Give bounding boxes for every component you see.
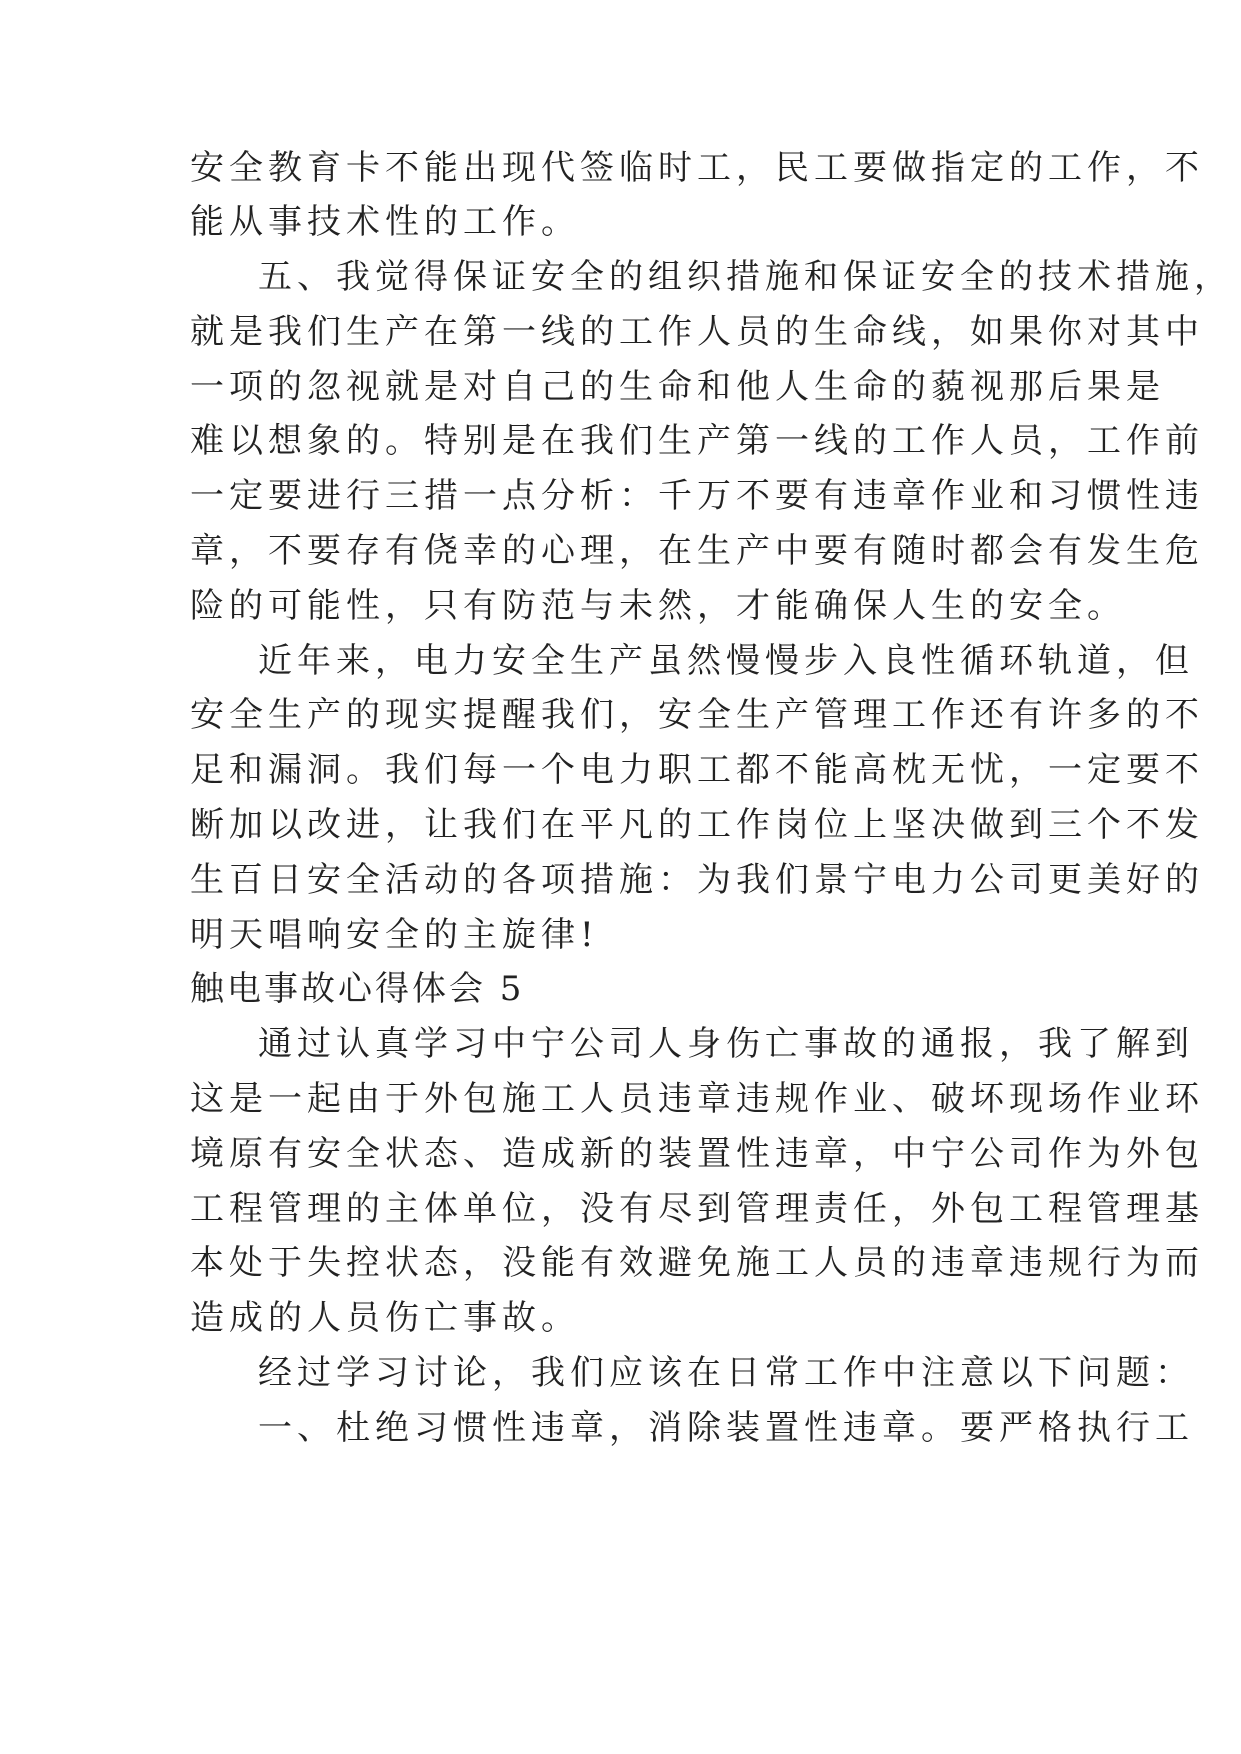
paragraph-first-line: 经过学习讨论，我们应该在日常工作中注意以下问题： (258, 1353, 1194, 1393)
paragraph-line: 工程管理的主体单位，没有尽到管理责任，外包工程管理基 (190, 1189, 1204, 1229)
paragraph-first-line: 通过认真学习中宁公司人身伤亡事故的通报，我了解到 (258, 1024, 1194, 1064)
paragraph-line: 能从事技术性的工作。 (190, 202, 580, 242)
paragraph-first-line: 一、杜绝习惯性违章，消除装置性违章。要严格执行工 (258, 1408, 1194, 1448)
paragraph-first-line: 五、我觉得保证安全的组织措施和保证安全的技术措施， (258, 257, 1233, 297)
paragraph-line: 这是一起由于外包施工人员违章违规作业、破坏现场作业环 (190, 1079, 1204, 1119)
paragraph-line: 足和漏洞。我们每一个电力职工都不能高枕无忧，一定要不 (190, 750, 1204, 790)
paragraph-line: 断加以改进，让我们在平凡的工作岗位上坚决做到三个不发 (190, 805, 1204, 845)
paragraph-line: 本处于失控状态，没能有效避免施工人员的违章违规行为而 (190, 1243, 1204, 1283)
paragraph-line: 生百日安全活动的各项措施：为我们景宁电力公司更美好的 (190, 860, 1204, 900)
paragraph-line: 就是我们生产在第一线的工作人员的生命线，如果你对其中 (190, 312, 1204, 352)
paragraph-line: 一项的忽视就是对自己的生命和他人生命的藐视那后果是 (190, 367, 1165, 407)
paragraph-line: 难以想象的。特别是在我们生产第一线的工作人员，工作前 (190, 421, 1204, 461)
paragraph-line: 险的可能性，只有防范与未然，才能确保人生的安全。 (190, 586, 1126, 626)
paragraph-line: 安全生产的现实提醒我们，安全生产管理工作还有许多的不 (190, 695, 1204, 735)
paragraph-line: 境原有安全状态、造成新的装置性违章，中宁公司作为外包 (190, 1134, 1204, 1174)
paragraph-line: 明天唱响安全的主旋律! (190, 915, 599, 955)
paragraph-first-line: 近年来，电力安全生产虽然慢慢步入良性循环轨道，但 (258, 641, 1194, 681)
section-heading: 触电事故心得体会 5 (190, 969, 525, 1009)
paragraph-line: 造成的人员伤亡事故。 (190, 1298, 580, 1338)
paragraph-line: 一定要进行三措一点分析：千万不要有违章作业和习惯性违 (190, 476, 1204, 516)
paragraph-line: 安全教育卡不能出现代签临时工，民工要做指定的工作，不 (190, 148, 1204, 188)
paragraph-line: 章，不要存有侥幸的心理，在生产中要有随时都会有发生危 (190, 531, 1204, 571)
